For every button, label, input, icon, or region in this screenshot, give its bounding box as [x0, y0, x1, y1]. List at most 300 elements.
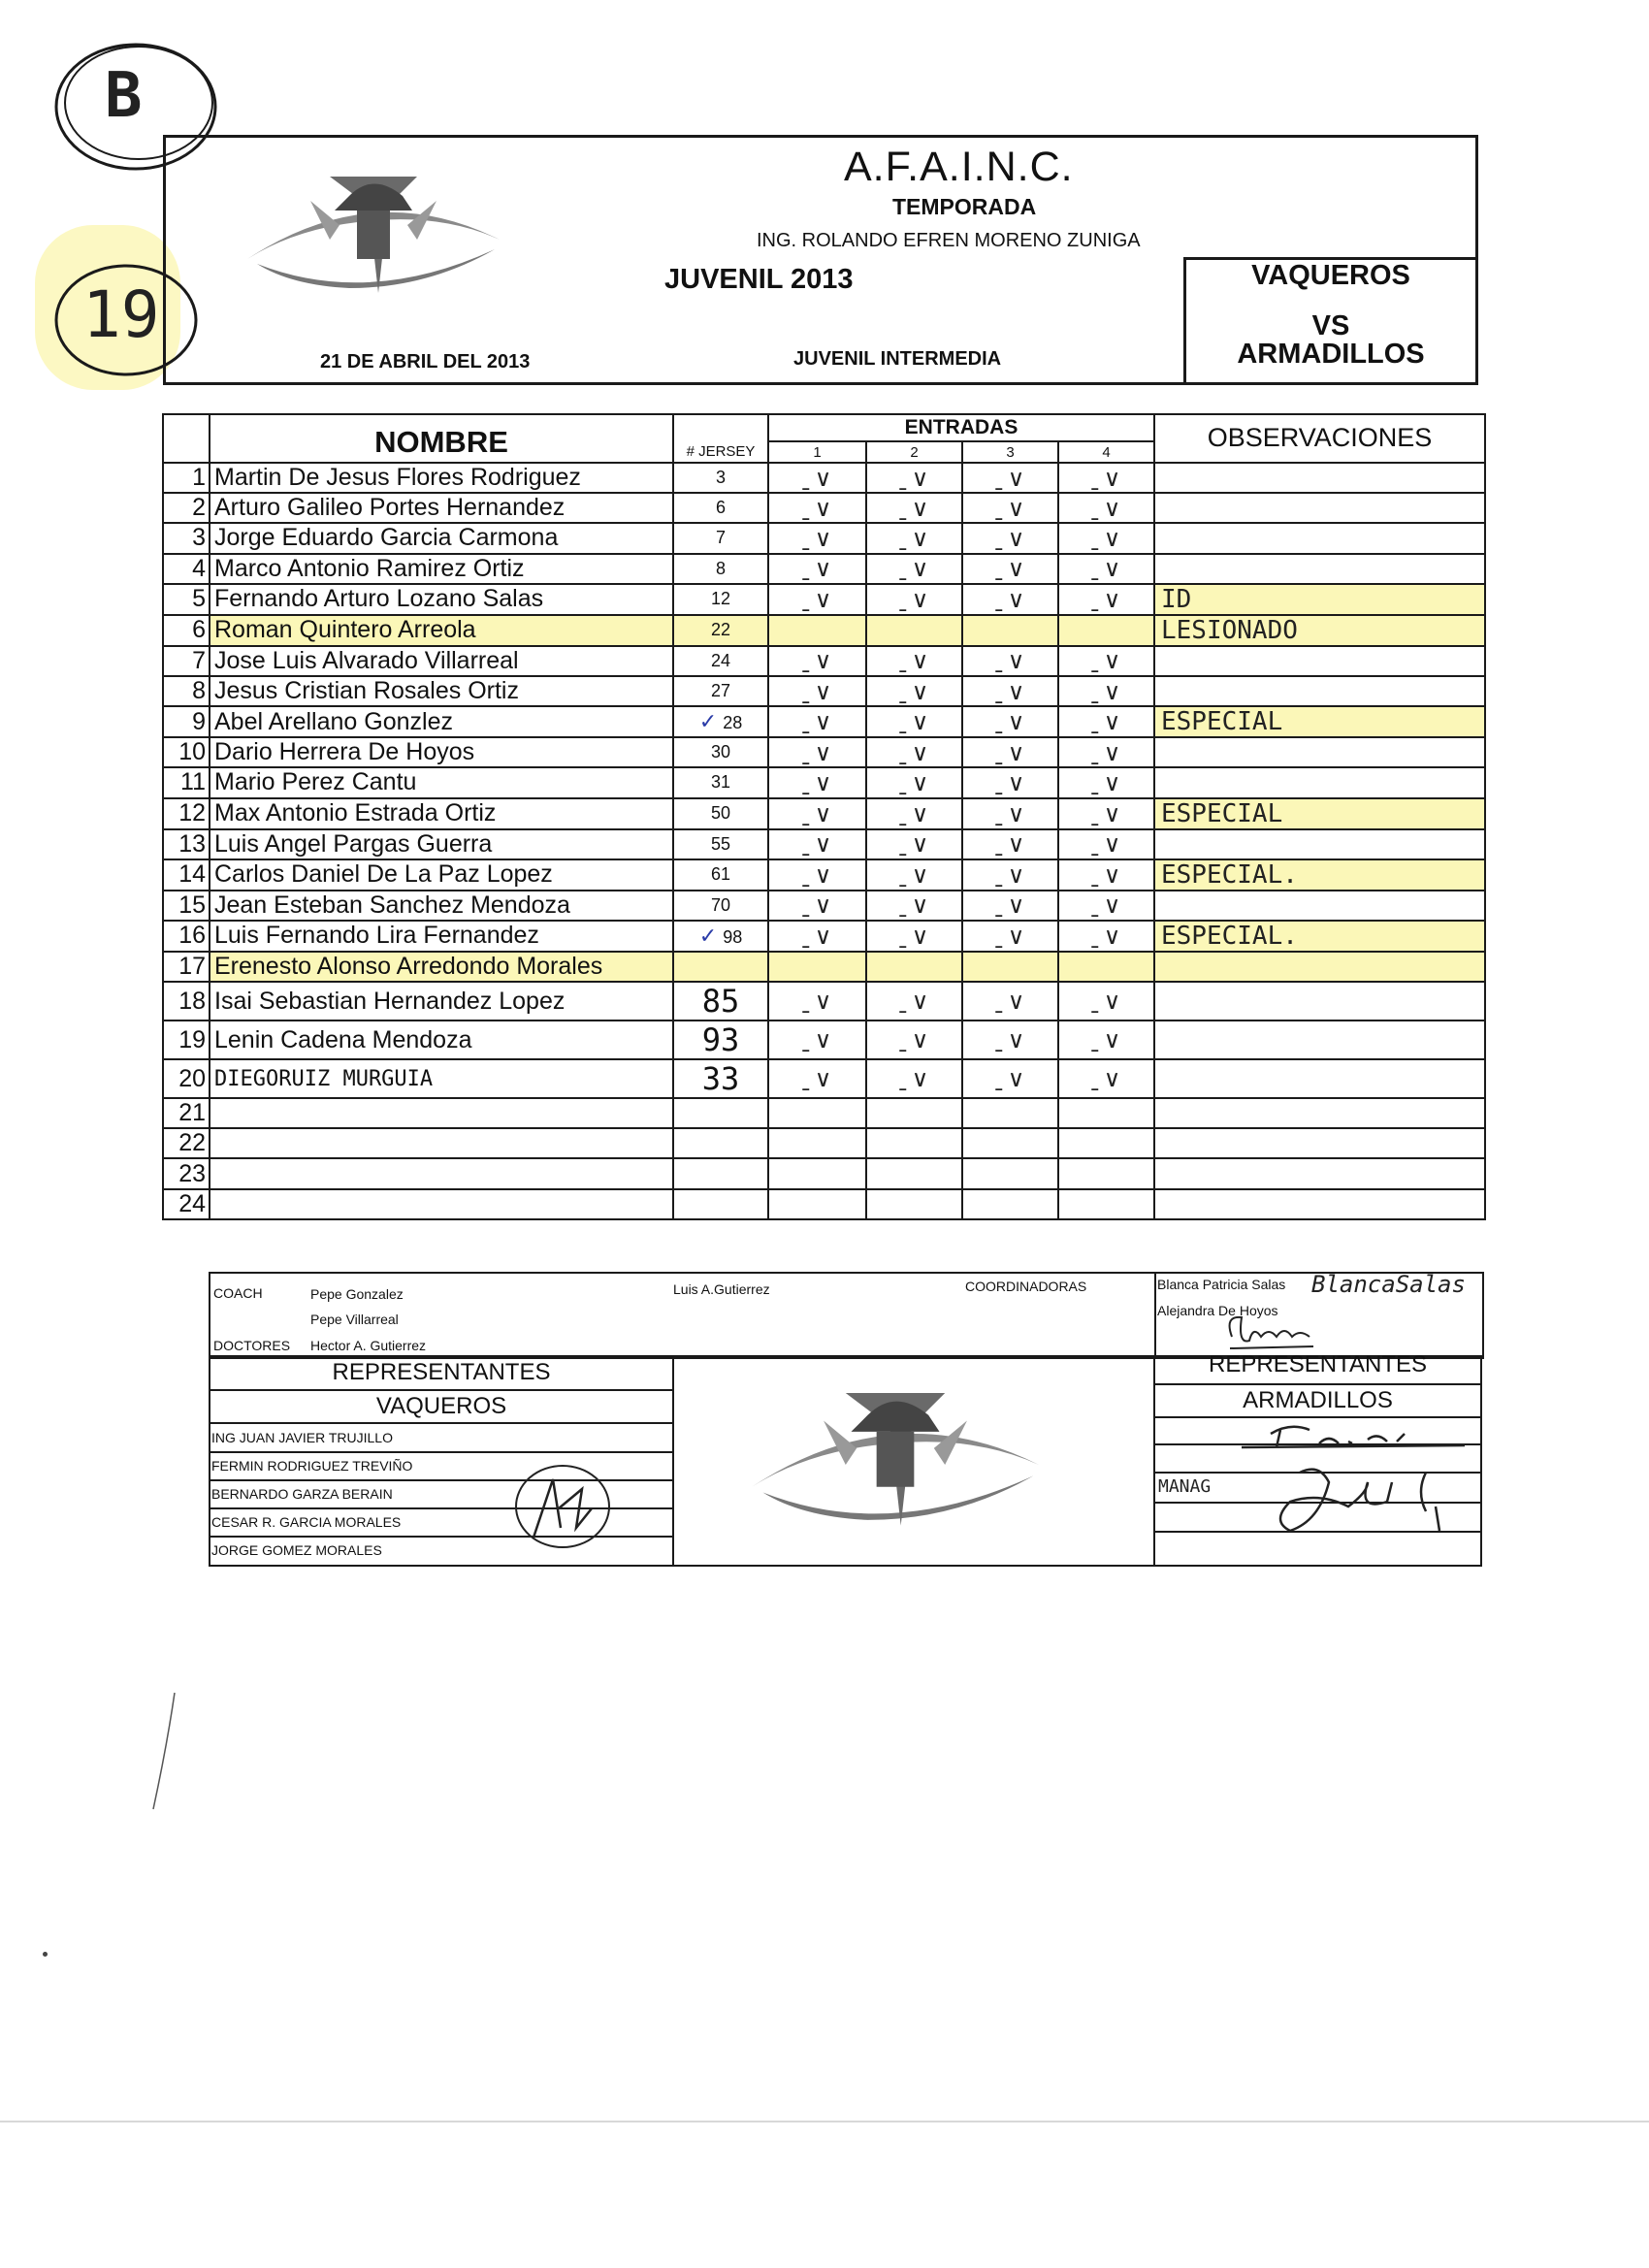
- jersey-cell: [673, 1158, 768, 1188]
- tally-mark: ˍ∨: [1088, 988, 1124, 1016]
- tally-mark: ˍ∨: [896, 555, 932, 583]
- roster-row: [163, 676, 1485, 706]
- jersey-cell: [673, 615, 768, 646]
- jersey-number: 31: [710, 772, 731, 793]
- entrada-mark: [866, 829, 962, 859]
- observation: [1154, 554, 1485, 584]
- row-number: 20: [163, 1059, 210, 1098]
- tally-mark: ˍ∨: [992, 555, 1028, 583]
- jersey-number: 12: [710, 589, 731, 609]
- jersey-number: 24: [710, 650, 731, 670]
- tally-mark: ˍ∨: [992, 860, 1028, 889]
- entrada-3: 3: [962, 441, 1058, 463]
- tally-mark: ˍ∨: [1088, 799, 1124, 827]
- col-jersey: # JERSEY: [673, 414, 768, 463]
- division-label: JUVENIL INTERMEDIA: [793, 348, 1002, 370]
- entrada-mark: [768, 982, 866, 1021]
- tally-mark: ˍ∨: [896, 768, 932, 796]
- entrada-mark: [866, 676, 962, 706]
- tally-mark: ˍ∨: [1088, 768, 1124, 796]
- jersey-cell: [673, 737, 768, 767]
- entrada-mark: [768, 859, 866, 891]
- player-name: [210, 1158, 673, 1188]
- roster-row: [163, 1059, 1485, 1098]
- player-name: Jesus Cristian Rosales Ortiz: [210, 676, 673, 706]
- entrada-mark: [768, 615, 866, 646]
- tally-mark: ˍ∨: [799, 768, 835, 796]
- row-number: 16: [163, 921, 210, 952]
- tally-mark: ˍ∨: [799, 464, 835, 492]
- tally-mark: ˍ∨: [992, 799, 1028, 827]
- roster-row: [163, 767, 1485, 797]
- tally-mark: ˍ∨: [896, 647, 932, 675]
- check-mark: ✓: [698, 709, 718, 734]
- tally-mark: ˍ∨: [1088, 647, 1124, 675]
- observation: ESPECIAL: [1154, 798, 1485, 829]
- tally-mark: ˍ∨: [1088, 738, 1124, 766]
- tally-mark: ˍ∨: [992, 922, 1028, 950]
- entrada-mark: [1058, 952, 1154, 982]
- coordinadora-2: Alejandra De Hoyos: [1157, 1303, 1278, 1318]
- entrada-2: 2: [866, 441, 962, 463]
- entrada-mark: [866, 798, 962, 829]
- observation: [1154, 1128, 1485, 1158]
- roster-row: [163, 1098, 1485, 1128]
- roster-row: [163, 921, 1485, 952]
- entrada-mark: [866, 523, 962, 553]
- player-name: Jean Esteban Sanchez Mendoza: [210, 891, 673, 921]
- entrada-mark: [1058, 767, 1154, 797]
- observation: [1154, 952, 1485, 982]
- jersey-cell: [673, 554, 768, 584]
- tally-mark: ˍ∨: [992, 988, 1028, 1016]
- roster-row: [163, 584, 1485, 615]
- team-b-label: ARMADILLOS: [1237, 339, 1425, 370]
- staff-cell: [210, 1273, 673, 1358]
- tally-mark: ˍ∨: [1088, 1065, 1124, 1093]
- rep-a-label: REPRESENTANTES: [332, 1359, 551, 1385]
- entrada-mark: [962, 706, 1058, 737]
- jersey-cell: [673, 798, 768, 829]
- jersey-cell: [673, 1098, 768, 1128]
- tally-mark: ˍ∨: [799, 1065, 835, 1093]
- entrada-mark: [866, 921, 962, 952]
- row-number: 2: [163, 493, 210, 523]
- team-logo: [233, 167, 514, 312]
- rep-a-row-line: [210, 1451, 672, 1453]
- entrada-mark: [866, 767, 962, 797]
- roster-row: [163, 1128, 1485, 1158]
- entrada-mark: [866, 1128, 962, 1158]
- armadillos-signatures: [1232, 1414, 1474, 1560]
- row-number: 4: [163, 554, 210, 584]
- doctor-name-1: Hector A. Gutierrez: [310, 1338, 427, 1353]
- entrada-mark: [1058, 646, 1154, 676]
- entrada-mark: [866, 982, 962, 1021]
- entrada-mark: [1058, 1059, 1154, 1098]
- entrada-mark: [962, 646, 1058, 676]
- player-name: Martin De Jesus Flores Rodriguez: [210, 463, 673, 493]
- tally-mark: ˍ∨: [896, 860, 932, 889]
- player-name: Marco Antonio Ramirez Ortiz: [210, 554, 673, 584]
- vs-label: VS: [1311, 310, 1350, 341]
- entrada-mark: [768, 891, 866, 921]
- header-blank: [163, 414, 210, 463]
- coordinadora-2-signature: [1220, 1308, 1327, 1354]
- rep-a-line-2: [210, 1422, 672, 1424]
- jersey-number: 93: [701, 1021, 740, 1059]
- roster-row: [163, 1158, 1485, 1188]
- player-name: Arturo Galileo Portes Hernandez: [210, 493, 673, 523]
- entrada-mark: [1058, 493, 1154, 523]
- rep-a-name: ING JUAN JAVIER TRUJILLO: [211, 1430, 393, 1445]
- entrada-mark: [962, 1128, 1058, 1158]
- entrada-mark: [962, 493, 1058, 523]
- entrada-mark: [1058, 737, 1154, 767]
- entrada-mark: [1058, 982, 1154, 1021]
- stray-dot: [43, 1952, 48, 1957]
- tally-mark: ˍ∨: [896, 1065, 932, 1093]
- observation: [1154, 1021, 1485, 1059]
- entrada-mark: [866, 463, 962, 493]
- observation: ESPECIAL: [1154, 706, 1485, 737]
- entrada-mark: [962, 737, 1058, 767]
- roster-row: [163, 554, 1485, 584]
- tally-mark: ˍ∨: [1088, 1026, 1124, 1054]
- col-entradas: ENTRADAS: [768, 414, 1154, 441]
- entrada-mark: [962, 584, 1058, 615]
- player-name: [210, 1189, 673, 1219]
- coordinadoras-divider: [1153, 1272, 1155, 1357]
- tally-mark: ˍ∨: [799, 555, 835, 583]
- entrada-mark: [768, 493, 866, 523]
- entrada-mark: [768, 1189, 866, 1219]
- tally-mark: ˍ∨: [896, 799, 932, 827]
- tally-mark: ˍ∨: [992, 464, 1028, 492]
- coordinadora-1: Blanca Patricia Salas: [1157, 1277, 1286, 1292]
- row-number: 15: [163, 891, 210, 921]
- category-title: JUVENIL 2013: [664, 264, 854, 295]
- tally-mark: ˍ∨: [992, 494, 1028, 522]
- entrada-mark: [768, 1021, 866, 1059]
- observation: ID: [1154, 584, 1485, 615]
- observation: [1154, 646, 1485, 676]
- tally-mark: ˍ∨: [799, 830, 835, 859]
- tally-mark: ˍ∨: [992, 1026, 1028, 1054]
- tally-mark: ˍ∨: [896, 738, 932, 766]
- observation: [1154, 676, 1485, 706]
- jersey-number: 22: [710, 620, 731, 640]
- jersey-number: 70: [710, 894, 731, 915]
- observation: [1154, 891, 1485, 921]
- entrada-mark: [768, 952, 866, 982]
- entrada-mark: [768, 676, 866, 706]
- player-name: DIEGORUIZ MURGUIA: [210, 1059, 673, 1098]
- player-name: Erenesto Alonso Arredondo Morales: [210, 952, 673, 982]
- player-name: Max Antonio Estrada Ortiz: [210, 798, 673, 829]
- corner-mark-text: B: [105, 60, 143, 132]
- row-number: 22: [163, 1128, 210, 1158]
- rep-a-name: JORGE GOMEZ MORALES: [211, 1542, 382, 1558]
- player-name: [210, 1128, 673, 1158]
- entrada-mark: [962, 982, 1058, 1021]
- stray-pencil-mark: [146, 1688, 184, 1814]
- tally-mark: ˍ∨: [799, 708, 835, 736]
- entrada-mark: [1058, 676, 1154, 706]
- entrada-mark: [962, 1098, 1058, 1128]
- entrada-mark: [866, 952, 962, 982]
- tally-mark: ˍ∨: [992, 768, 1028, 796]
- roster-row: [163, 798, 1485, 829]
- entrada-mark: [962, 767, 1058, 797]
- tally-mark: ˍ∨: [1088, 464, 1124, 492]
- tally-mark: ˍ∨: [896, 708, 932, 736]
- entrada-mark: [866, 706, 962, 737]
- observation: ESPECIAL.: [1154, 921, 1485, 952]
- roster-row: [163, 523, 1485, 553]
- roster-row: [163, 463, 1485, 493]
- jersey-cell: [673, 463, 768, 493]
- row-number: 23: [163, 1158, 210, 1188]
- player-name: Fernando Arturo Lozano Salas: [210, 584, 673, 615]
- coordinadora-1-signature: BlancaSalas: [1311, 1271, 1466, 1298]
- page-bottom-edge: [0, 2121, 1649, 2122]
- tally-mark: ˍ∨: [992, 677, 1028, 705]
- col-nombre: NOMBRE: [210, 414, 673, 463]
- jersey-cell: [673, 646, 768, 676]
- jersey-number: 27: [710, 681, 731, 701]
- entrada-mark: [768, 463, 866, 493]
- entrada-mark: [768, 829, 866, 859]
- row-number: 10: [163, 737, 210, 767]
- player-name: Dario Herrera De Hoyos: [210, 737, 673, 767]
- roster-row: [163, 706, 1485, 737]
- entrada-mark: [962, 952, 1058, 982]
- entrada-mark: [962, 921, 1058, 952]
- roster-row: [163, 646, 1485, 676]
- tally-mark: ˍ∨: [799, 988, 835, 1016]
- row-number: 19: [163, 1021, 210, 1059]
- entrada-mark: [768, 1059, 866, 1098]
- entrada-mark: [866, 737, 962, 767]
- tally-mark: ˍ∨: [799, 891, 835, 920]
- entrada-mark: [866, 615, 962, 646]
- entrada-mark: [866, 1021, 962, 1059]
- entrada-mark: [768, 1098, 866, 1128]
- tally-mark: ˍ∨: [992, 647, 1028, 675]
- manag-label: MANAG: [1158, 1476, 1212, 1497]
- entrada-mark: [962, 554, 1058, 584]
- doctores-label: DOCTORES: [213, 1338, 291, 1353]
- entrada-mark: [1058, 859, 1154, 891]
- game-date: 21 DE ABRIL DEL 2013: [320, 351, 531, 373]
- jersey-cell: [673, 1059, 768, 1098]
- entrada-mark: [962, 1158, 1058, 1188]
- row-number: 6: [163, 615, 210, 646]
- entrada-mark: [962, 859, 1058, 891]
- row-number: 1: [163, 463, 210, 493]
- player-name: [210, 1098, 673, 1128]
- entrada-mark: [866, 584, 962, 615]
- jersey-cell: [673, 1189, 768, 1219]
- observation: [1154, 523, 1485, 553]
- tally-mark: ˍ∨: [799, 860, 835, 889]
- tally-mark: ˍ∨: [992, 524, 1028, 552]
- entrada-mark: [962, 676, 1058, 706]
- tally-mark: ˍ∨: [992, 830, 1028, 859]
- tally-mark: ˍ∨: [992, 1065, 1028, 1093]
- entrada-mark: [866, 646, 962, 676]
- tally-mark: ˍ∨: [992, 708, 1028, 736]
- entrada-mark: [768, 1158, 866, 1188]
- entrada-mark: [962, 615, 1058, 646]
- roster-row: [163, 859, 1485, 891]
- entrada-mark: [768, 584, 866, 615]
- tally-mark: ˍ∨: [1088, 891, 1124, 920]
- entrada-mark: [1058, 523, 1154, 553]
- row-number: 8: [163, 676, 210, 706]
- tally-mark: ˍ∨: [799, 738, 835, 766]
- entrada-mark: [866, 1059, 962, 1098]
- observation: [1154, 767, 1485, 797]
- observation: LESIONADO: [1154, 615, 1485, 646]
- jersey-number: 55: [710, 833, 731, 854]
- entrada-mark: [1058, 921, 1154, 952]
- entrada-mark: [768, 706, 866, 737]
- entrada-mark: [1058, 1021, 1154, 1059]
- coach-name-3: Luis A.Gutierrez: [673, 1281, 770, 1297]
- jersey-number: 28: [723, 713, 743, 733]
- rep-b-label: REPRESENTANTES: [1209, 1351, 1427, 1377]
- tally-mark: ˍ∨: [896, 677, 932, 705]
- roster-row: [163, 982, 1485, 1021]
- entrada-mark: [962, 1021, 1058, 1059]
- row-number: 14: [163, 859, 210, 891]
- entrada-mark: [1058, 554, 1154, 584]
- season-label: TEMPORADA: [892, 194, 1037, 219]
- observation: [1154, 493, 1485, 523]
- tally-mark: ˍ∨: [1088, 830, 1124, 859]
- entrada-mark: [768, 1128, 866, 1158]
- tally-mark: ˍ∨: [1088, 585, 1124, 613]
- jersey-cell: [673, 493, 768, 523]
- season-name: ING. ROLANDO EFREN MORENO ZUNIGA: [757, 230, 1141, 251]
- rep-b-team: ARMADILLOS: [1243, 1387, 1393, 1413]
- observation: [1154, 1059, 1485, 1098]
- rep-left-divider: [672, 1355, 674, 1567]
- rep-a-name: FERMIN RODRIGUEZ TREVIÑO: [211, 1458, 413, 1474]
- tally-mark: ˍ∨: [896, 1026, 932, 1054]
- entrada-mark: [768, 767, 866, 797]
- tally-mark: ˍ∨: [992, 738, 1028, 766]
- entrada-mark: [866, 493, 962, 523]
- check-mark: ✓: [698, 923, 718, 948]
- row-number: 21: [163, 1098, 210, 1128]
- roster-row: [163, 615, 1485, 646]
- rep-a-name: BERNARDO GARZA BERAIN: [211, 1486, 393, 1502]
- jersey-number: 8: [715, 558, 726, 578]
- roster-row: [163, 1021, 1485, 1059]
- entrada-mark: [866, 1158, 962, 1188]
- entrada-mark: [1058, 891, 1154, 921]
- row-number: 7: [163, 646, 210, 676]
- roster-row: [163, 952, 1485, 982]
- coach-label: COACH: [213, 1285, 263, 1301]
- col-observaciones: OBSERVACIONES: [1154, 414, 1485, 463]
- jersey-number: 3: [715, 468, 726, 488]
- observation: [1154, 982, 1485, 1021]
- entrada-mark: [866, 859, 962, 891]
- coordinadoras-label: COORDINADORAS: [965, 1279, 1087, 1294]
- jersey-number: 61: [710, 864, 731, 885]
- jersey-number: 85: [701, 983, 740, 1021]
- row-number: 3: [163, 523, 210, 553]
- tally-mark: ˍ∨: [799, 647, 835, 675]
- roster-row: [163, 737, 1485, 767]
- tally-mark: ˍ∨: [799, 494, 835, 522]
- tally-mark: ˍ∨: [1088, 922, 1124, 950]
- jersey-cell: [673, 676, 768, 706]
- row-number: 12: [163, 798, 210, 829]
- entrada-mark: [962, 798, 1058, 829]
- rep-a-name: CESAR R. GARCIA MORALES: [211, 1514, 402, 1530]
- entrada-mark: [1058, 1098, 1154, 1128]
- row-number: 24: [163, 1189, 210, 1219]
- tally-mark: ˍ∨: [992, 891, 1028, 920]
- tally-mark: ˍ∨: [896, 830, 932, 859]
- entrada-mark: [962, 1189, 1058, 1219]
- team-a-label: VAQUEROS: [1251, 260, 1410, 291]
- entrada-mark: [768, 921, 866, 952]
- org-title: A.F.A.I.N.C.: [844, 144, 1074, 190]
- player-name: Isai Sebastian Hernandez Lopez: [210, 982, 673, 1021]
- jersey-cell: [673, 584, 768, 615]
- jersey-cell: [673, 921, 768, 952]
- entrada-mark: [866, 1098, 962, 1128]
- row-number: 11: [163, 767, 210, 797]
- roster-row: [163, 1189, 1485, 1219]
- jersey-number: 50: [710, 803, 731, 823]
- entrada-mark: [962, 891, 1058, 921]
- entrada-mark: [768, 554, 866, 584]
- observation: [1154, 829, 1485, 859]
- entrada-mark: [866, 554, 962, 584]
- jersey-cell: [673, 1128, 768, 1158]
- rep-b-line-1: [1155, 1383, 1480, 1385]
- player-name: Jose Luis Alvarado Villarreal: [210, 646, 673, 676]
- player-name: Luis Fernando Lira Fernandez: [210, 921, 673, 952]
- entrada-1: 1: [768, 441, 866, 463]
- jersey-cell: [673, 952, 768, 982]
- tally-mark: ˍ∨: [896, 464, 932, 492]
- entrada-mark: [866, 891, 962, 921]
- entrada-mark: [1058, 463, 1154, 493]
- tally-mark: ˍ∨: [992, 585, 1028, 613]
- entrada-mark: [1058, 615, 1154, 646]
- observation: [1154, 1189, 1485, 1219]
- roster-row: [163, 829, 1485, 859]
- jersey-cell: [673, 523, 768, 553]
- tally-mark: ˍ∨: [1088, 677, 1124, 705]
- jersey-cell: [673, 829, 768, 859]
- entrada-mark: [768, 737, 866, 767]
- tally-mark: ˍ∨: [896, 891, 932, 920]
- roster-table: [162, 413, 1486, 1220]
- tally-mark: ˍ∨: [1088, 555, 1124, 583]
- jersey-cell: [673, 706, 768, 737]
- center-logo: [735, 1377, 1055, 1552]
- observation: [1154, 737, 1485, 767]
